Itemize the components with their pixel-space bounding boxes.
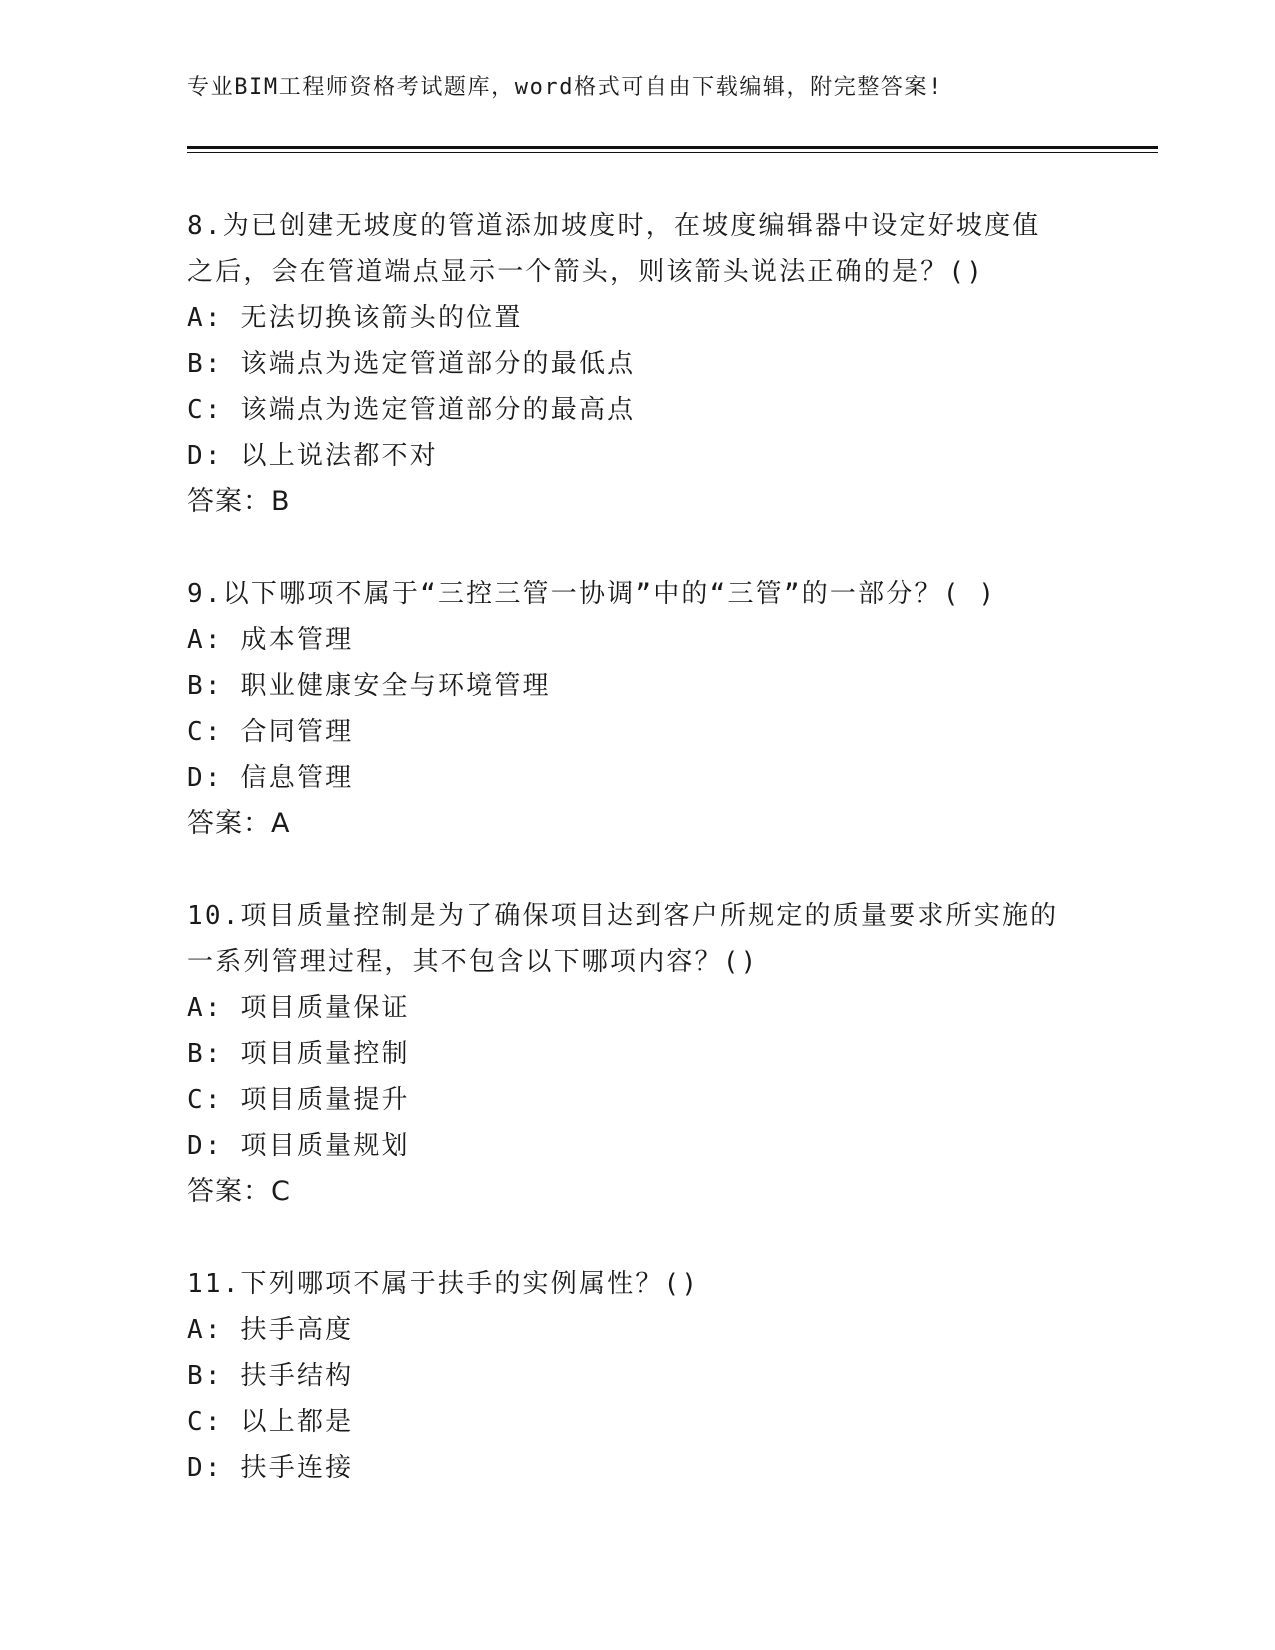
answer-line: 答案：B xyxy=(187,486,291,517)
option-d: D: 信息管理 xyxy=(187,763,354,793)
option-c: C: 合同管理 xyxy=(187,717,354,747)
question-block xyxy=(187,571,1087,847)
option-c: C: 该端点为选定管道部分的最高点 xyxy=(187,395,636,425)
question-block xyxy=(187,1261,1087,1491)
option-a: A: 扶手高度 xyxy=(187,1315,354,1345)
answer-line: 答案：A xyxy=(187,808,291,839)
option-d: D: 项目质量规划 xyxy=(187,1131,410,1161)
question-stem: 一系列管理过程，其不包含以下哪项内容？() xyxy=(187,947,759,977)
option-c: C: 项目质量提升 xyxy=(187,1085,410,1115)
option-b: B: 扶手结构 xyxy=(187,1361,354,1391)
option-a: A: 项目质量保证 xyxy=(187,993,410,1023)
option-c: C: 以上都是 xyxy=(187,1407,354,1437)
question-stem: 10.项目质量控制是为了确保项目达到客户所规定的质量要求所实施的 xyxy=(187,901,1059,931)
page-header: 专业BIM工程师资格考试题库，word格式可自由下载编辑，附完整答案! xyxy=(187,75,943,100)
answer-line: 答案：C xyxy=(187,1176,291,1207)
question-block xyxy=(187,893,1087,1215)
option-a: A: 无法切换该箭头的位置 xyxy=(187,303,523,333)
header-divider-thick xyxy=(187,146,1158,149)
question-stem: 9.以下哪项不属于“三控三管一协调”中的“三管”的一部分？( ) xyxy=(187,579,997,609)
question-list xyxy=(187,203,1087,1537)
option-b: B: 职业健康安全与环境管理 xyxy=(187,671,551,701)
option-d: D: 以上说法都不对 xyxy=(187,441,438,471)
option-d: D: 扶手连接 xyxy=(187,1453,354,1483)
option-b: B: 项目质量控制 xyxy=(187,1039,410,1069)
option-b: B: 该端点为选定管道部分的最低点 xyxy=(187,349,636,379)
option-a: A: 成本管理 xyxy=(187,625,354,655)
question-stem: 11.下列哪项不属于扶手的实例属性？() xyxy=(187,1269,700,1299)
question-stem: 之后，会在管道端点显示一个箭头，则该箭头说法正确的是？() xyxy=(187,257,985,287)
question-stem: 8.为已创建无坡度的管道添加坡度时，在坡度编辑器中设定好坡度值 xyxy=(187,211,1041,241)
header-divider-thin xyxy=(187,152,1158,153)
question-block xyxy=(187,203,1087,525)
